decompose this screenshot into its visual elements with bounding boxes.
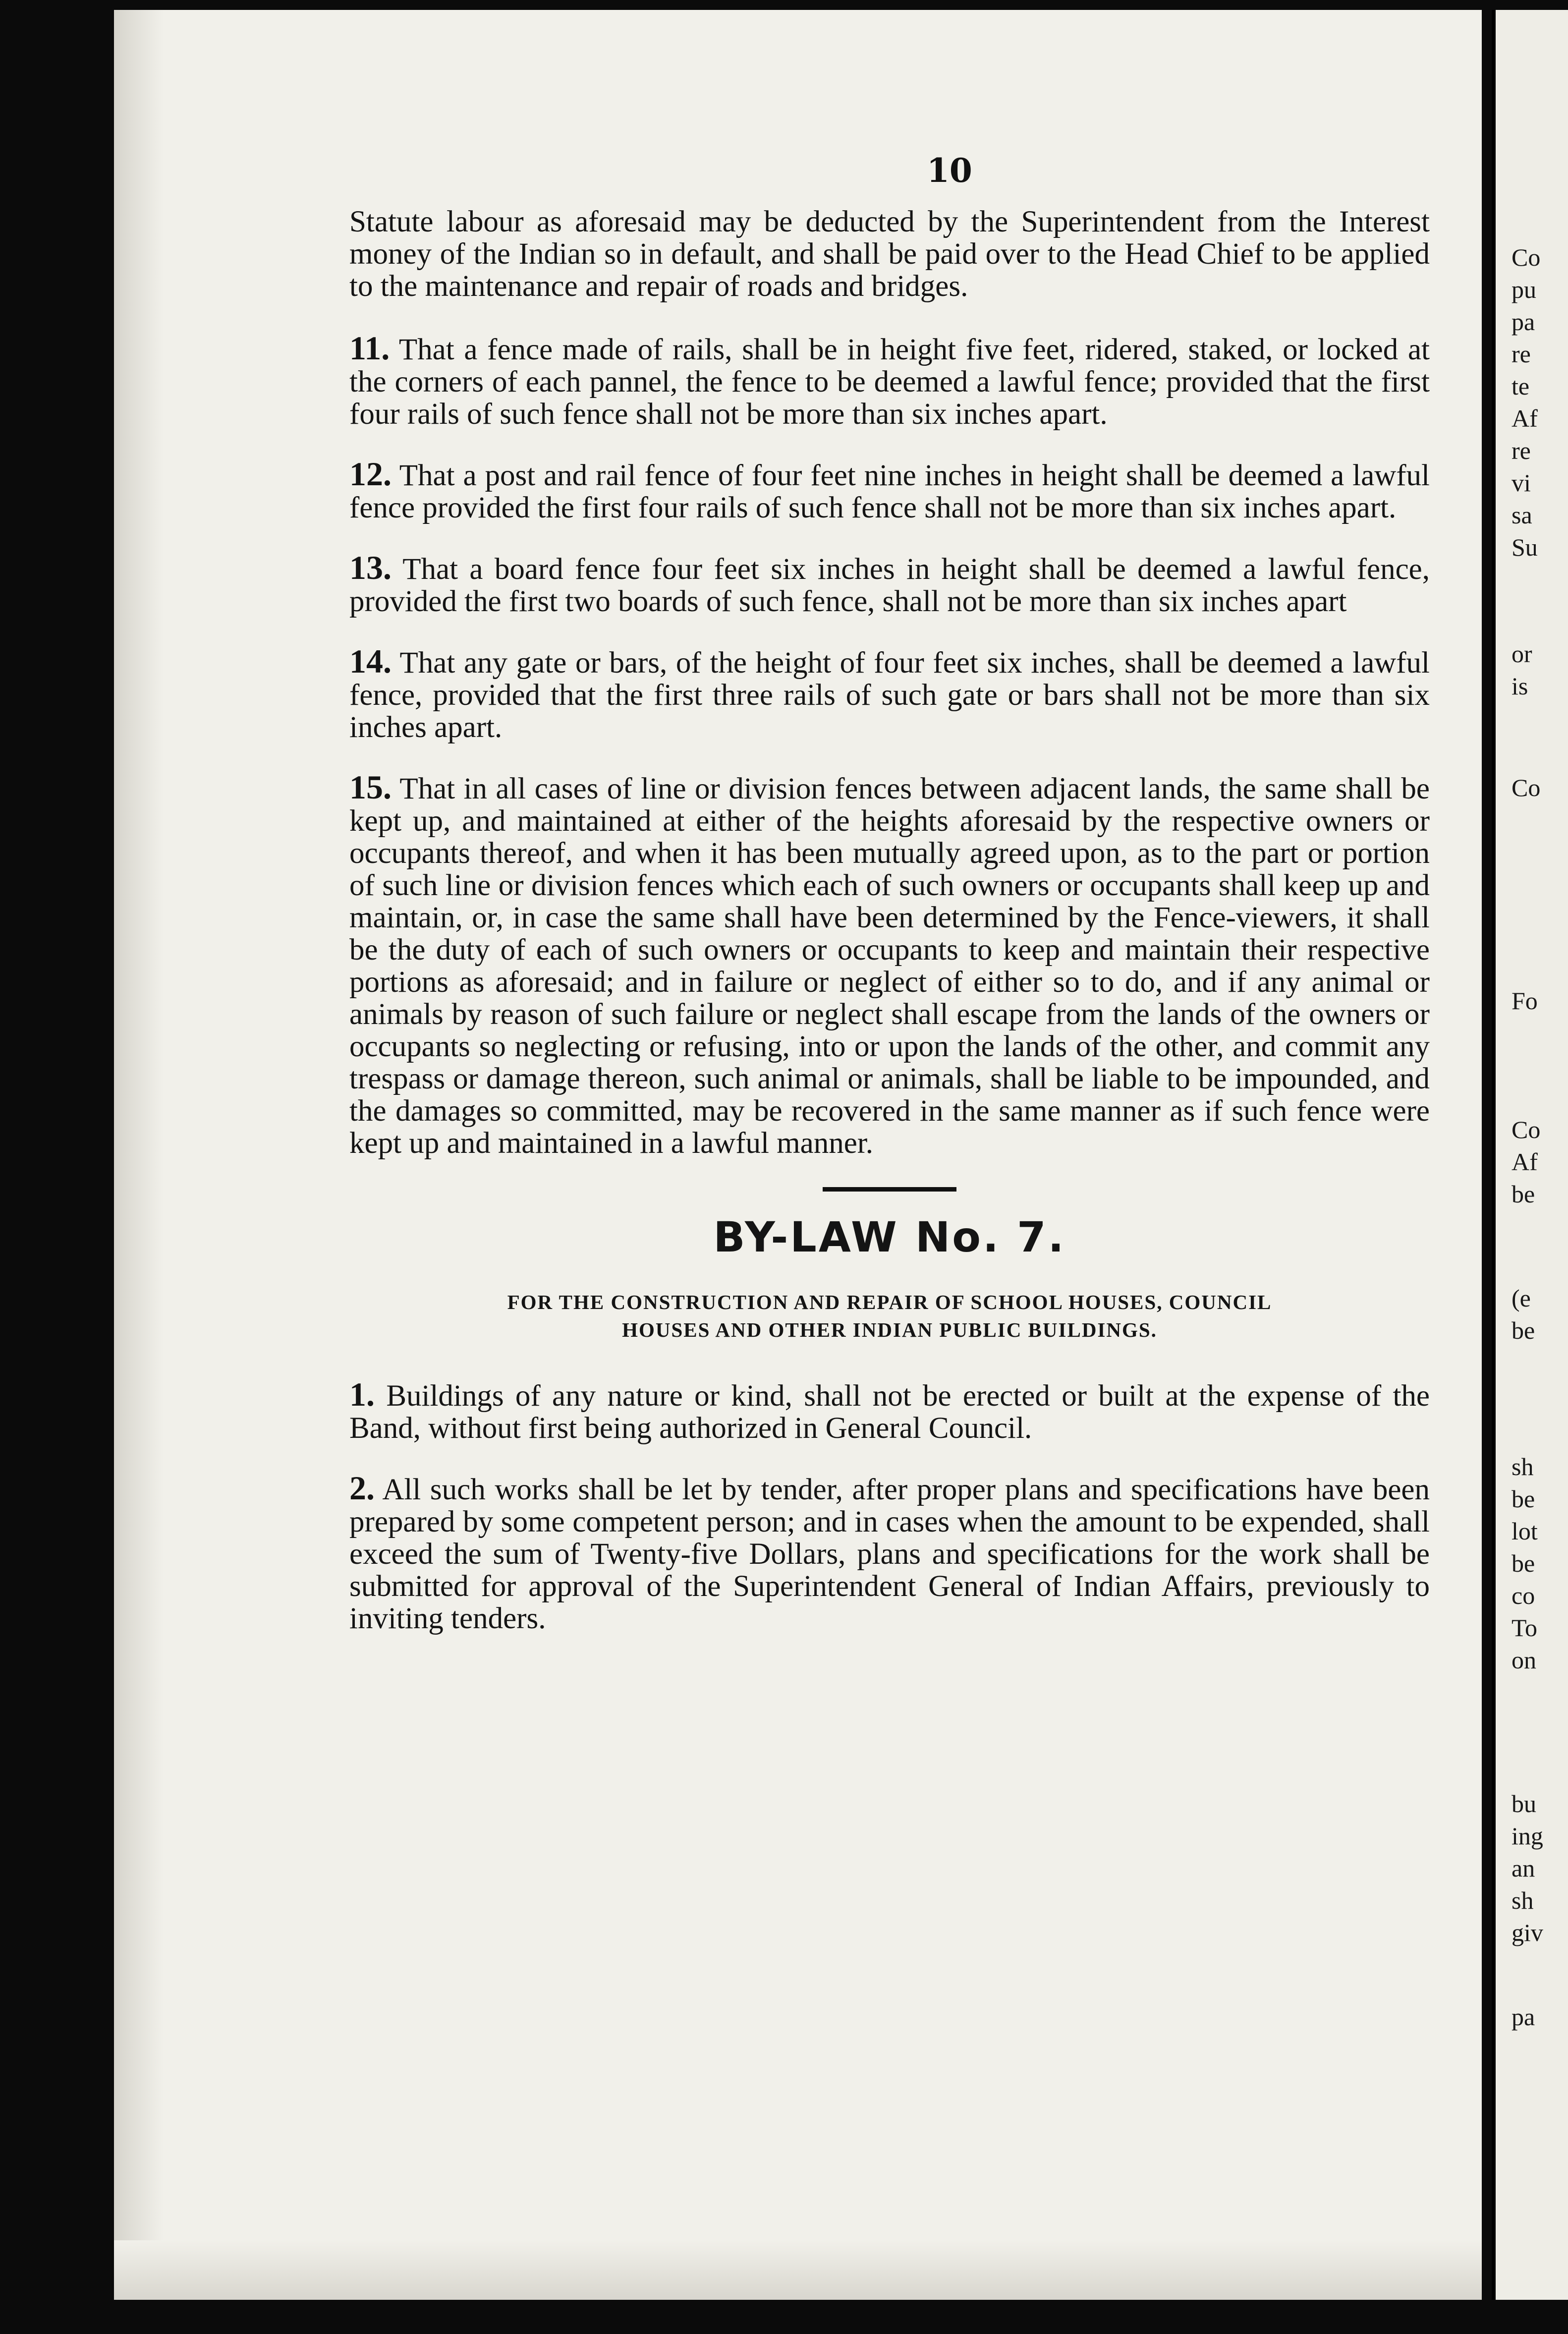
adjacent-text-fragment: te: [1512, 372, 1530, 400]
adjacent-text-fragment: be: [1512, 1485, 1535, 1513]
adjacent-text-fragment: To: [1512, 1614, 1538, 1642]
adjacent-text-fragment: co: [1512, 1582, 1535, 1609]
adjacent-text-fragment: re: [1512, 340, 1531, 368]
paragraph-text: All such works shall be let by tender, after proper plans and specifications have been prepared by some competent person; and in cases when the amount to be expended, shall exceed the sum of Twenty-five Dollars, plans and specifications for the work shall be submitted for approval of the Superintendent General of Indian Affairs, previously to inviting tenders.: [349, 1473, 1430, 1635]
bylaw-title: BY-LAW No. 7.: [713, 1213, 1066, 1261]
adjacent-text-fragment: an: [1512, 1854, 1535, 1882]
adjacent-page-edge: [1492, 10, 1568, 2300]
adjacent-text-fragment: Af: [1512, 404, 1538, 432]
adjacent-text-fragment: (e: [1512, 1284, 1531, 1312]
section-number: 12.: [349, 455, 392, 493]
bylaw-subtitle-line-2: HOUSES AND OTHER INDIAN PUBLIC BUILDINGS.: [622, 1318, 1157, 1341]
adjacent-text-fragment: or: [1512, 640, 1532, 668]
section-number: 1.: [349, 1375, 375, 1413]
adjacent-text-fragment: Co: [1512, 774, 1541, 801]
paragraph-15: [349, 768, 1430, 1160]
paragraph-13: [349, 549, 1430, 618]
adjacent-text-fragment: pa: [1512, 308, 1535, 336]
paragraph-text: That a post and rail fence of four feet nine inches in height shall be deemed a lawful fence provided the first four rails of such fence shall not be more than six inches apart.: [349, 459, 1430, 524]
paragraph-text: That in all cases of line or division fences between adjacent lands, the same shall be kept up, and maintained at either of the heights aforesaid by the respective owners or occupants thereof, and when it has been mutually agreed upon, as to the part or portion of such line or division fences which each of such owners or occupants shall keep up and maintain, or, in case the same shall have been determined by the Fence-viewers, it shall be the duty of each of such owners or occupants to keep and maintain their respective portions as aforesaid; and in failure or neglect of either so to do, and if any animal or animals by reason of such failure or neglect shall escape from the lands of the owners or occupants so neglecting or refusing, into or upon the lands of the other, and commit any trespass or damage thereon, such animal or animals, shall be liable to be impounded, and the damages so committed, may be recovered in the same manner as if such fence were kept up and maintained in a lawful manner.: [349, 772, 1430, 1160]
paragraph-12: [349, 455, 1430, 524]
paragraph-continuation: [349, 206, 1430, 302]
bylaw-subtitle-line-1: FOR THE CONSTRUCTION AND REPAIR OF SCHOOL HOUSES, COUNCIL: [507, 1291, 1272, 1313]
adjacent-text-fragment: Af: [1512, 1148, 1538, 1176]
adjacent-text-fragment: sa: [1512, 501, 1532, 529]
adjacent-text-fragment: vi: [1512, 469, 1531, 497]
adjacent-text-fragment: be: [1512, 1180, 1535, 1208]
section-number: 13.: [349, 549, 392, 586]
paragraph-14: [349, 642, 1430, 744]
section-number: 11.: [349, 329, 390, 367]
page-bottom-shadow: [114, 2240, 1482, 2300]
page-edge-shadow: [114, 10, 164, 2300]
adjacent-text-fragment: Su: [1512, 533, 1538, 561]
bylaw-paragraph-1: [349, 1375, 1430, 1445]
paragraph-text: That any gate or bars, of the height of four feet six inches, shall be deemed a lawful fence, provided that the first three rails of such gate or bars shall not be more than six inches apart.: [349, 646, 1430, 744]
paragraph-11: [349, 329, 1430, 431]
adjacent-text-fragment: be: [1512, 1316, 1535, 1344]
section-number: 15.: [349, 768, 392, 806]
paragraph-text: Statute labour as aforesaid may be deducted by the Superintendent from the Interest money of the Indian so in default, and shall be paid over to the Head Chief to be applied to the maintenance and repair of roads and bridges.: [349, 205, 1430, 303]
bylaw-subtitle: [349, 1288, 1430, 1344]
adjacent-text-fragment: pa: [1512, 2003, 1535, 2031]
adjacent-text-fragment: ing: [1512, 1822, 1543, 1850]
paragraph-text: That a fence made of rails, shall be in height five feet, ridered, staked, or locked at the corners of each pannel, the fence to be deemed a lawful fence; provided that the first four rails of such fence shall not be more than six inches apart.: [349, 333, 1430, 431]
adjacent-text-fragment: bu: [1512, 1790, 1536, 1818]
adjacent-text-fragment: be: [1512, 1549, 1535, 1577]
section-number: 14.: [349, 642, 392, 680]
adjacent-text-fragment: giv: [1512, 1919, 1543, 1946]
adjacent-text-fragment: lot: [1512, 1517, 1538, 1545]
adjacent-text-fragment: Fo: [1512, 987, 1538, 1015]
adjacent-text-fragment: pu: [1512, 276, 1536, 303]
adjacent-text-fragment: Co: [1512, 1116, 1541, 1143]
bylaw-paragraph-2: [349, 1469, 1430, 1635]
section-number: 2.: [349, 1469, 375, 1507]
page-number: 10: [927, 151, 972, 190]
adjacent-text-fragment: on: [1512, 1646, 1536, 1674]
adjacent-text-fragment: is: [1512, 672, 1528, 700]
paragraph-text: Buildings of any nature or kind, shall not be erected or built at the expense of the Band, without first being authorized in General Council.: [349, 1379, 1430, 1445]
page-body: [349, 206, 1430, 1662]
section-divider: [823, 1187, 956, 1192]
adjacent-text-fragment: sh: [1512, 1886, 1534, 1914]
adjacent-text-fragment: sh: [1512, 1453, 1534, 1480]
adjacent-text-fragment: Co: [1512, 243, 1541, 271]
paragraph-text: That a board fence four feet six inches in height shall be deemed a lawful fence, provided the first two boards of such fence, shall not be more than six inches apart: [349, 553, 1430, 618]
adjacent-text-fragment: re: [1512, 437, 1531, 464]
